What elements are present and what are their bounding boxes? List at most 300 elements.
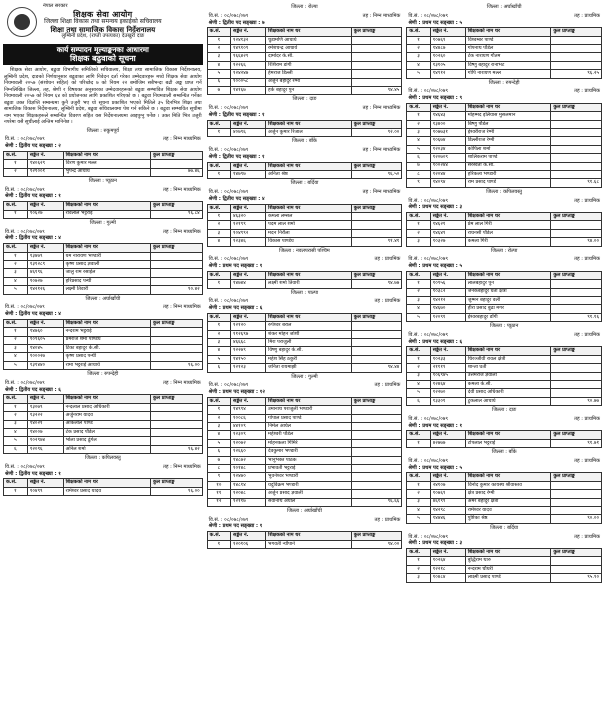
col-serial-header: क.सं.: [4, 395, 28, 403]
col-name-header: शिक्षकको नाम थर: [63, 202, 150, 210]
serial-cell: ८: [207, 465, 230, 473]
notice-banner: [3, 44, 203, 65]
serial-cell: ३: [207, 229, 230, 237]
level-label: तह :: [162, 136, 172, 143]
table-row: [4, 420, 203, 428]
score-cell: [551, 129, 602, 137]
score-cell: [351, 406, 402, 414]
name-cell: शालिकराम पाण्डे: [465, 154, 551, 162]
district-heading: जिल्ला : दाङ: [292, 96, 317, 103]
category-line: [3, 236, 203, 242]
category-line: [406, 264, 602, 270]
district-label: जिल्ला: [287, 507, 300, 514]
district-section: [406, 322, 602, 406]
serial-cell: १: [207, 36, 230, 44]
name-cell: महेश सिंह ठकुरी: [266, 355, 352, 363]
table-row: [407, 574, 602, 582]
score-cell: [351, 213, 402, 221]
district-name: बाँके: [308, 138, 317, 145]
score-cell: [551, 490, 602, 498]
district-section: [3, 456, 203, 496]
name-cell: टुकलाल आचार्य: [465, 397, 551, 405]
table-row: [407, 557, 602, 565]
table-row: [407, 129, 602, 137]
roll-cell: १०२६४: [430, 557, 465, 565]
candidate-table: [207, 313, 403, 373]
category-label: श्रेणी :: [208, 195, 221, 202]
district-label: जिल्ला: [84, 455, 97, 462]
table-row: [4, 487, 203, 495]
roll-cell: ४६१९६: [27, 269, 63, 277]
col-name-header: शिक्षकको नाम थर: [465, 213, 551, 221]
level-info: [163, 137, 201, 143]
serial-cell: ३: [207, 53, 230, 61]
category-line: [3, 472, 203, 478]
serial-cell: ३: [407, 574, 430, 582]
roll-cell: १२१००१: [27, 168, 63, 176]
category-label: श्रेणी :: [5, 470, 18, 477]
district-heading: जिल्ला : प्यूठान: [88, 177, 117, 184]
name-cell: अर्जुन कुमार रिजाल: [266, 129, 352, 137]
district-heading: जिल्ला : रुपन्देही: [87, 371, 119, 378]
table-header-row: [407, 549, 602, 557]
category-value: द्वितीय पद सङ्ख्या : ७: [222, 19, 265, 26]
name-cell: उत्तमराज ज्ञवाली: [465, 372, 551, 380]
category-line: [3, 194, 203, 200]
score-cell: [351, 431, 402, 439]
col-name-header: शिक्षकको नाम थर: [465, 28, 551, 36]
category-value: प्रथम पद सङ्ख्या : ६: [422, 338, 463, 345]
notice-date: वि.सं. : ०८/०७८/०७९: [408, 197, 448, 204]
notice-header: [3, 3, 203, 42]
table-header-row: [4, 479, 203, 487]
district-section: [406, 79, 602, 188]
score-cell: ७७.४६: [150, 168, 202, 176]
district-label: जिल्ला: [89, 219, 102, 226]
table-header-row: [407, 473, 602, 481]
name-cell: देवकुमार भण्डारी: [266, 448, 352, 456]
candidate-table: [207, 271, 403, 289]
roll-cell: १०६२७: [27, 210, 63, 218]
score-cell: ९४.७७: [351, 280, 402, 288]
col-serial-header: क.सं.: [207, 271, 230, 279]
district-name: कपिलवस्तु: [101, 455, 121, 462]
name-cell: यदुविक्रम भण्डारी: [266, 481, 352, 489]
col-serial-header: क.सं.: [407, 347, 430, 355]
col-score-header: कुल प्राप्ताङ्क: [551, 431, 602, 439]
col-serial-header: क.सं.: [407, 473, 430, 481]
serial-cell: १: [407, 280, 430, 288]
roll-cell: १२०४८: [231, 490, 266, 498]
col-name-header: शिक्षकको नाम थर: [266, 28, 352, 36]
roll-cell: ४०७९६: [231, 129, 266, 137]
score-cell: [551, 229, 602, 237]
category-label: श्रेणी :: [408, 422, 421, 429]
table-header-row: [207, 162, 402, 170]
serial-cell: २: [407, 364, 430, 372]
serial-cell: ६: [407, 397, 430, 405]
table-row: [407, 372, 602, 380]
name-cell: चुडामणि आचार्य: [266, 36, 352, 44]
roll-cell: १२२७०: [430, 389, 465, 397]
score-cell: ९१.४१: [351, 238, 402, 246]
candidate-table: [3, 151, 203, 177]
column-1: [3, 3, 203, 720]
roll-cell: १४१६७: [231, 86, 266, 94]
district-label: जिल्ला: [290, 289, 303, 296]
category-label: श्रेणी :: [408, 263, 421, 270]
serial-cell: ४: [4, 428, 28, 436]
serial-cell: २: [4, 412, 28, 420]
category-line: [207, 197, 403, 203]
name-cell: अर्जुन बहादुर रेग्मी: [266, 78, 352, 86]
table-row: [207, 330, 402, 338]
roll-cell: १४८७२: [231, 456, 266, 464]
serial-cell: १: [4, 160, 28, 168]
category-value: प्रथम पद सङ्ख्या : ६: [222, 305, 263, 312]
level-name: निम्न माध्यमिक: [373, 189, 401, 196]
category-line: [207, 524, 403, 530]
roll-cell: २४१०७: [430, 481, 465, 489]
score-cell: [551, 481, 602, 489]
serial-cell: २: [207, 221, 230, 229]
serial-cell: १: [407, 355, 430, 363]
name-cell: मिरा पराजुली: [266, 339, 352, 347]
district-label: जिल्ला: [87, 371, 100, 378]
score-cell: [351, 36, 402, 44]
roll-cell: १२११७: [231, 498, 266, 506]
table-row: [407, 515, 602, 523]
district-section: [3, 221, 203, 295]
serial-cell: ४: [4, 353, 28, 361]
roll-cell: १०००५८: [231, 78, 266, 86]
table-row: [207, 481, 402, 489]
roll-cell: ४६१९९: [430, 498, 465, 506]
name-cell: कृष्ण प्रसाद ज्ञवाली: [63, 261, 150, 269]
serial-cell: १: [4, 210, 28, 218]
col-serial-header: क.सं.: [207, 532, 230, 540]
level-label: तह :: [162, 379, 172, 386]
col-roll-header: सङ्केत नं.: [27, 319, 63, 327]
level-name: प्राथमिक: [384, 516, 401, 523]
intro-paragraph: शिक्षक सेवा आयोग, बढुवा विभागीय समितिको सचिवालय, शिक्षा तथा सामाजिक विकास निर्देशनालय, लुम्बिनी प्रदेश, दाङको निर्णयानुसार बढुवाका लागि निवेदन दर्ता गरेका उम्मेदवारहरू मध्ये शिक्षक सेवा आयोग नियमावली २०५७ (संशोधन सहित) को परिच्छेद ७ को नियम २२ बमोजिम सबैभन्दा बढी अङ्क प्राप्त गर्ने निम्नलिखित जिल्ला, तह, श्रेणी र विषयका अनुसारका उम्मेदवारहरूको बढुवा सम्भावित शिक्षक सेवा आयोग नियमावली २०५७ को नियम ६४ को प्रयोजनका लागि प्रकाशित गरिएको छ । बढुवा नियमवाली सम्बन्धित गर्नेका बढुवा उक्त विज्ञप्ति सम्बन्धमा कुनै उजुरी भए यो सूचना प्रकाशित भएको मितिले ३५ दिनभित्र शिक्षा तथा सामाजिक विकास निर्देशनालय, लुम्बिनी प्रदेश, बढुवा सचिवालयमा पेश गर्न सकिने छ । बढुवा सम्भावित सूचीमा नाम भएका शिक्षकहरूले सम्बन्धित विवरण सहित यस निर्देशनालयमा आइपुग्नु पर्नेछ । उक्त मिति भित्र उजुरी नपरेमा यसै सूचीलाई अन्तिम मानिनेछ ।: [4, 67, 202, 126]
district-label: जिल्ला: [490, 247, 503, 254]
table-header-row: [407, 271, 602, 279]
table-row: [207, 61, 402, 69]
serial-cell: ४: [407, 380, 430, 388]
name-cell: ईश्वरीराज रेग्मी: [465, 129, 551, 137]
roll-cell: १४७९७: [231, 171, 266, 179]
serial-cell: १: [207, 322, 230, 330]
serial-cell: १२: [207, 498, 230, 506]
serial-cell: ४: [207, 431, 230, 439]
name-cell: पदम लाल शर्मा: [266, 221, 352, 229]
roll-cell: ४४१०९: [231, 423, 266, 431]
col-serial-header: क.सं.: [407, 431, 430, 439]
district-heading: जिल्ला : गुल्मी: [291, 373, 318, 380]
score-cell: [551, 380, 602, 388]
table-row: [207, 238, 402, 246]
score-cell: [551, 280, 602, 288]
score-cell: [351, 465, 402, 473]
serial-cell: १: [407, 36, 430, 44]
serial-cell: ९: [407, 179, 430, 187]
serial-cell: ५: [407, 145, 430, 153]
name-cell: लक्ष्मी तिवारी: [63, 286, 150, 294]
col-roll-header: सङ्केत नं.: [27, 244, 63, 252]
name-cell: अर्जुन प्रसाद ज्ञवाली: [266, 490, 352, 498]
district-name: रुकुमपूर्व: [103, 127, 119, 134]
score-cell: ९०.००: [551, 515, 602, 523]
table-header-row: [4, 151, 203, 159]
roll-cell: १०६७४: [430, 137, 465, 145]
table-row: [207, 490, 402, 498]
score-cell: ९६.४२: [150, 445, 202, 453]
name-cell: कोपिला शर्मा: [465, 145, 551, 153]
table-row: [4, 345, 203, 353]
level-info: [363, 106, 401, 112]
serial-cell: ४: [207, 347, 230, 355]
district-heading: जिल्ला : बर्दिया: [290, 180, 319, 187]
candidate-table: [207, 162, 403, 180]
district-section: [3, 372, 203, 454]
table-header-row: [4, 244, 203, 252]
table-row: [4, 336, 203, 344]
score-cell: [551, 364, 602, 372]
name-cell: हीरा प्रसाद बुढा मगर: [465, 305, 551, 313]
level-name: प्राथमिक: [384, 256, 401, 263]
col-roll-header: सङ्केत नं.: [231, 313, 266, 321]
name-cell: आकलाल पाण्डे: [63, 420, 150, 428]
table-row: [407, 397, 602, 405]
roll-cell: १२२१८: [430, 565, 465, 573]
col-name-header: शिक्षकको नाम थर: [266, 120, 352, 128]
score-cell: [551, 288, 602, 296]
serial-cell: १: [4, 328, 28, 336]
score-cell: [551, 498, 602, 506]
name-cell: अनिल शर्मा: [63, 445, 150, 453]
name-cell: बुद्धिराम थारु: [465, 557, 551, 565]
table-row: [207, 339, 402, 347]
table-row: [407, 506, 602, 514]
score-cell: [551, 506, 602, 514]
table-header-row: [407, 347, 602, 355]
table-row: [207, 406, 402, 414]
level-label: तह :: [574, 533, 583, 540]
district-name: बाँके: [508, 449, 517, 456]
roll-cell: १००८६: [231, 414, 266, 422]
notice-date: वि.सं. : ०८/०७८/०७९: [408, 457, 448, 464]
table-row: [207, 280, 402, 288]
col-roll-header: सङ्केत नं.: [231, 120, 266, 128]
roll-cell: १४६४९: [430, 229, 465, 237]
table-row: [407, 498, 602, 506]
level-label: तह :: [574, 88, 583, 95]
roll-cell: १२६६०: [231, 448, 266, 456]
category-value: द्वितीय पद सङ्ख्या : २: [18, 143, 61, 150]
table-row: [4, 286, 203, 294]
notice-date: वि.सं. : ०८/०७८/०७९: [208, 12, 249, 19]
commission-title: शिक्षक सेवा आयोग: [73, 9, 133, 19]
roll-cell: १४२१२६: [27, 286, 63, 294]
table-row: [407, 238, 602, 246]
score-cell: [351, 78, 402, 86]
district-label: जिल्ला: [492, 407, 505, 414]
category-label: श्रेणी :: [408, 464, 421, 471]
table-row: [207, 45, 402, 53]
name-cell: सेवानाथ अर्याल: [266, 498, 352, 506]
name-cell: हेमराज डिल्ली: [266, 70, 352, 78]
serial-cell: २: [207, 45, 230, 53]
roll-cell: १२०९६: [27, 445, 63, 453]
name-cell: देवी प्रसाद अधिकारी: [465, 389, 551, 397]
category-line: [406, 96, 602, 102]
district-section: [207, 289, 403, 373]
category-value: द्वितीय पद सङ्ख्या : ४: [18, 235, 61, 242]
district-section: [207, 95, 403, 137]
serial-cell: ४: [207, 238, 230, 246]
district-heading: जिल्ला : रोल्पा: [490, 247, 518, 254]
score-cell: ९०.४२: [150, 286, 202, 294]
level-name: प्राथमिक: [584, 415, 600, 422]
level-label: तह :: [374, 256, 384, 263]
district-section: [207, 247, 403, 289]
level-info: [163, 188, 201, 194]
district-name: रोल्पा: [507, 247, 518, 254]
roll-cell: ४२७७७: [430, 439, 465, 447]
category-line: [207, 21, 403, 27]
roll-cell: १०००२७: [27, 353, 63, 361]
col-score-header: कुल प्राप्ताङ्क: [351, 313, 402, 321]
roll-cell: १०७७३१: [430, 129, 465, 137]
name-cell: निर्मल आर्यल: [266, 423, 352, 431]
score-cell: [150, 336, 202, 344]
serial-cell: ५: [4, 361, 28, 369]
roll-cell: १२१९९: [231, 221, 266, 229]
district-label: जिल्ला: [486, 188, 499, 195]
table-row: [207, 456, 402, 464]
serial-cell: ३: [407, 129, 430, 137]
score-cell: [351, 414, 402, 422]
candidate-table: [207, 120, 403, 138]
serial-cell: २: [4, 261, 28, 269]
district-name: नवलपरासी पश्चिम: [295, 247, 330, 254]
name-cell: विष्णु बहादुर रानाभट: [465, 61, 551, 69]
roll-cell: १४४८७: [430, 45, 465, 53]
table-row: [4, 412, 203, 420]
name-cell: भानुभक्त पाठक: [266, 456, 352, 464]
col-roll-header: सङ्केत नं.: [231, 397, 266, 405]
serial-cell: ६: [207, 448, 230, 456]
score-cell: [551, 36, 602, 44]
serial-cell: ७: [207, 86, 230, 94]
name-cell: अर्जुनराम यादव: [63, 412, 150, 420]
name-cell: चिरञ्जीवी रावल क्षेत्री: [465, 355, 551, 363]
col-name-header: शिक्षकको नाम थर: [465, 549, 551, 557]
col-name-header: शिक्षकको नाम थर: [266, 313, 352, 321]
roll-cell: १०९६०५: [27, 336, 63, 344]
col-score-header: कुल प्राप्ताङ्क: [551, 213, 602, 221]
roll-cell: १६६४२९: [231, 53, 266, 61]
name-cell: प्रभावती भट्टराई: [266, 465, 352, 473]
roll-cell: १०४९९: [27, 487, 63, 495]
district-heading: जिल्ला : प्यूठान: [490, 323, 519, 330]
score-cell: [351, 330, 402, 338]
table-row: [4, 277, 203, 285]
candidate-table: [406, 472, 602, 523]
table-row: [407, 179, 602, 187]
table-row: [4, 361, 203, 369]
score-cell: [150, 437, 202, 445]
col-roll-header: सङ्केत नं.: [430, 347, 465, 355]
roll-cell: १०३८२: [430, 288, 465, 296]
col-score-header: कुल प्राप्ताङ्क: [351, 120, 402, 128]
table-row: [4, 353, 203, 361]
score-cell: [551, 154, 602, 162]
name-cell: नन्दराम भट्टराई: [63, 328, 150, 336]
serial-cell: ७: [407, 162, 430, 170]
col-roll-header: सङ्केत नं.: [231, 162, 266, 170]
score-cell: [551, 372, 602, 380]
score-cell: ९५.९०: [551, 574, 602, 582]
candidate-table: [406, 27, 602, 78]
category-label: श्रेणी :: [208, 523, 221, 530]
name-cell: बिष्णु पौडेल: [465, 120, 551, 128]
name-cell: प्रेम लाल गिरी: [465, 221, 551, 229]
col-name-header: शिक्षकको नाम थर: [266, 204, 352, 212]
roll-cell: ४६३२०: [231, 213, 266, 221]
roll-cell: ११२६९७: [231, 330, 266, 338]
roll-cell: १४०६२९: [27, 160, 63, 168]
roll-cell: १४००७: [27, 428, 63, 436]
district-name: पाल्पा: [307, 289, 319, 296]
score-cell: [351, 473, 402, 481]
score-cell: ९६.८४: [150, 210, 202, 218]
level-name: निम्न माध्यमिक: [373, 12, 401, 19]
table-row: [207, 540, 402, 548]
level-name: प्राथमिक: [384, 298, 401, 305]
notice-date: वि.सं. : ०८/०७८/०७९: [408, 415, 448, 422]
roll-cell: १०७६९: [430, 36, 465, 44]
district-label: जिल्ला: [279, 247, 292, 254]
table-row: [207, 364, 402, 372]
district-label: जिल्ला: [291, 4, 304, 10]
score-cell: [351, 322, 402, 330]
roll-cell: १४९९४: [231, 406, 266, 414]
level-label: तह :: [374, 298, 384, 305]
name-cell: रामेश्वर प्रसाद यादव: [63, 487, 150, 495]
table-header-row: [207, 313, 402, 321]
level-info: [574, 333, 600, 339]
category-label: श्रेणी :: [208, 111, 221, 118]
name-cell: मोहनकला गिमिरे: [266, 439, 352, 447]
level-info: [374, 518, 400, 524]
notice-date: वि.सं. : ०८/०७८/०७९: [5, 228, 45, 235]
score-cell: [150, 420, 202, 428]
roll-cell: १०४८४: [430, 574, 465, 582]
col-score-header: कुल प्राप्ताङ्क: [150, 244, 202, 252]
notice-date: वि.सं. : ०८/०७८/०७९: [208, 105, 249, 112]
col-score-header: कुल प्राप्ताङ्क: [351, 397, 402, 405]
level-label: तह :: [574, 256, 583, 263]
name-cell: रुपेश्वर बराल: [266, 322, 352, 330]
score-cell: [551, 112, 602, 120]
table-header-row: [4, 395, 203, 403]
score-cell: [551, 557, 602, 565]
category-value: प्रथम पद सङ्ख्या : ९: [422, 95, 463, 102]
notice-date: वि.सं. : ०८/०७८/०७९: [208, 189, 249, 196]
roll-cell: १०२३३: [430, 355, 465, 363]
